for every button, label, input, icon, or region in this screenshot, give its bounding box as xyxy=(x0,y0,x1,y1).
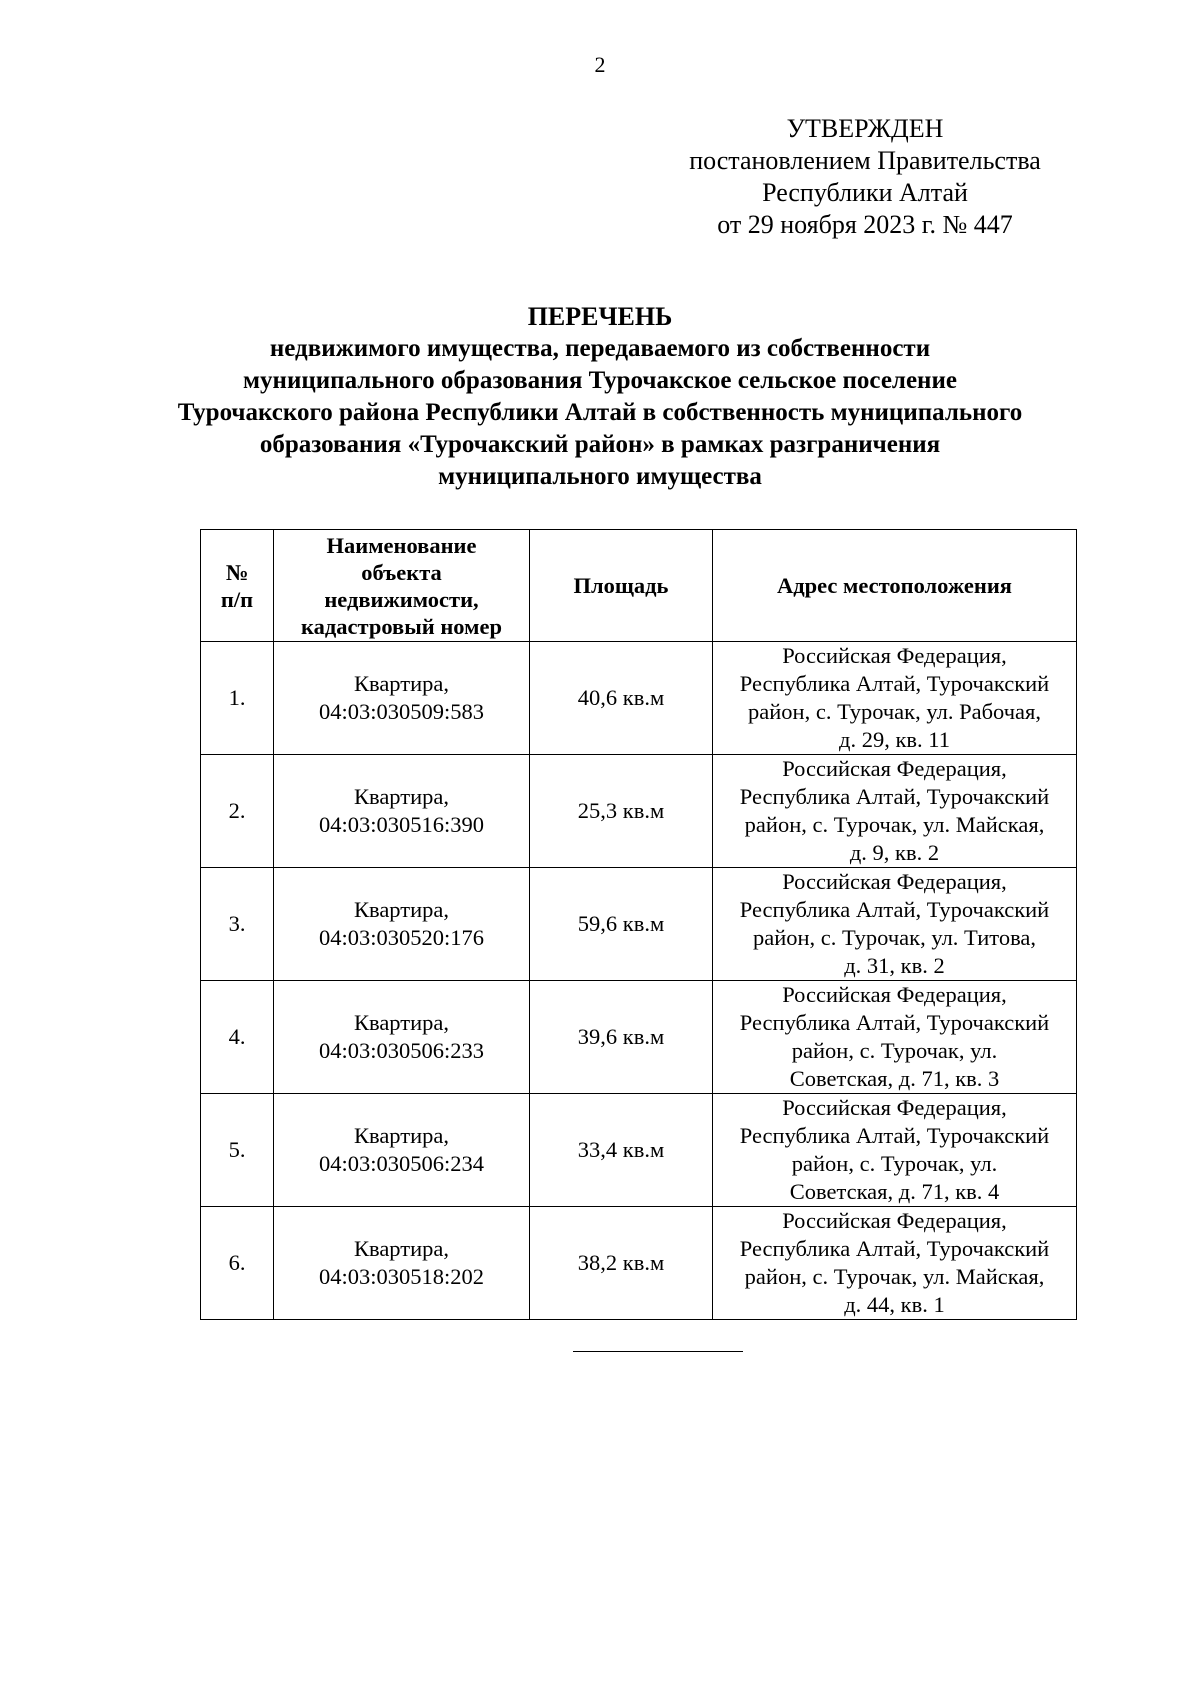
table-row xyxy=(201,1094,1077,1207)
object-name: Квартира, 04:03:030518:202 xyxy=(274,1207,530,1320)
address: Российская Федерация, Республика Алтай, Турочакский район, с. Турочак, ул. Майская, д. 9, кв. 2 xyxy=(713,755,1077,868)
title-line: муниципального имущества xyxy=(438,463,762,490)
address: Российская Федерация, Республика Алтай, Турочакский район, с. Турочак, ул. Советская, д. 71, кв. 4 xyxy=(713,1094,1077,1207)
approval-heading: УТВЕРЖДЕН xyxy=(786,114,944,143)
area-value: 33,4 кв.м xyxy=(530,1094,713,1207)
document-title xyxy=(120,301,1080,493)
table-row xyxy=(201,1207,1077,1320)
object-name: Квартира, 04:03:030520:176 xyxy=(274,868,530,981)
title-line: Турочакского района Республики Алтай в собственность муниципального xyxy=(177,399,1023,426)
header-object-name: Наименование объекта недвижимости, кадастровый номер xyxy=(274,530,530,642)
row-number: 6. xyxy=(201,1207,274,1320)
table-row xyxy=(201,981,1077,1094)
title-line: образования «Турочакский район» в рамках разграничения xyxy=(259,431,941,458)
address: Российская Федерация, Республика Алтай, Турочакский район, с. Турочак, ул. Майская, д. 44, кв. 1 xyxy=(713,1207,1077,1320)
header-address: Адрес местоположения xyxy=(713,530,1077,642)
page-number: 2 xyxy=(594,52,606,77)
approval-stamp xyxy=(660,113,1070,241)
object-name: Квартира, 04:03:030506:233 xyxy=(274,981,530,1094)
area-value: 38,2 кв.м xyxy=(530,1207,713,1320)
row-number: 3. xyxy=(201,868,274,981)
row-number: 5. xyxy=(201,1094,274,1207)
header-area: Площадь xyxy=(530,530,713,642)
closing-rule xyxy=(573,1351,743,1352)
property-table xyxy=(200,529,1077,1320)
table-row xyxy=(201,642,1077,755)
table-row xyxy=(201,755,1077,868)
address: Российская Федерация, Республика Алтай, Турочакский район, с. Турочак, ул. Рабочая, д. 29, кв. 11 xyxy=(713,642,1077,755)
approval-line: Республики Алтай xyxy=(762,178,968,207)
title-main: ПЕРЕЧЕНЬ xyxy=(527,302,673,331)
approval-line: постановлением Правительства xyxy=(689,146,1041,175)
area-value: 40,6 кв.м xyxy=(530,642,713,755)
approval-date: от 29 ноября 2023 г. № 447 xyxy=(717,210,1013,239)
header-number: № п/п xyxy=(201,530,274,642)
table-row xyxy=(201,868,1077,981)
area-value: 59,6 кв.м xyxy=(530,868,713,981)
title-line: недвижимого имущества, передаваемого из собственности xyxy=(269,335,931,362)
row-number: 4. xyxy=(201,981,274,1094)
address: Российская Федерация, Республика Алтай, Турочакский район, с. Турочак, ул. Советская, д. 71, кв. 3 xyxy=(713,981,1077,1094)
row-number: 2. xyxy=(201,755,274,868)
title-line: муниципального образования Турочакское сельское поселение xyxy=(243,367,957,394)
area-value: 39,6 кв.м xyxy=(530,981,713,1094)
object-name: Квартира, 04:03:030509:583 xyxy=(274,642,530,755)
area-value: 25,3 кв.м xyxy=(530,755,713,868)
object-name: Квартира, 04:03:030506:234 xyxy=(274,1094,530,1207)
address: Российская Федерация, Республика Алтай, Турочакский район, с. Турочак, ул. Титова, д. 31, кв. 2 xyxy=(713,868,1077,981)
table-header-row xyxy=(201,530,1077,642)
row-number: 1. xyxy=(201,642,274,755)
object-name: Квартира, 04:03:030516:390 xyxy=(274,755,530,868)
